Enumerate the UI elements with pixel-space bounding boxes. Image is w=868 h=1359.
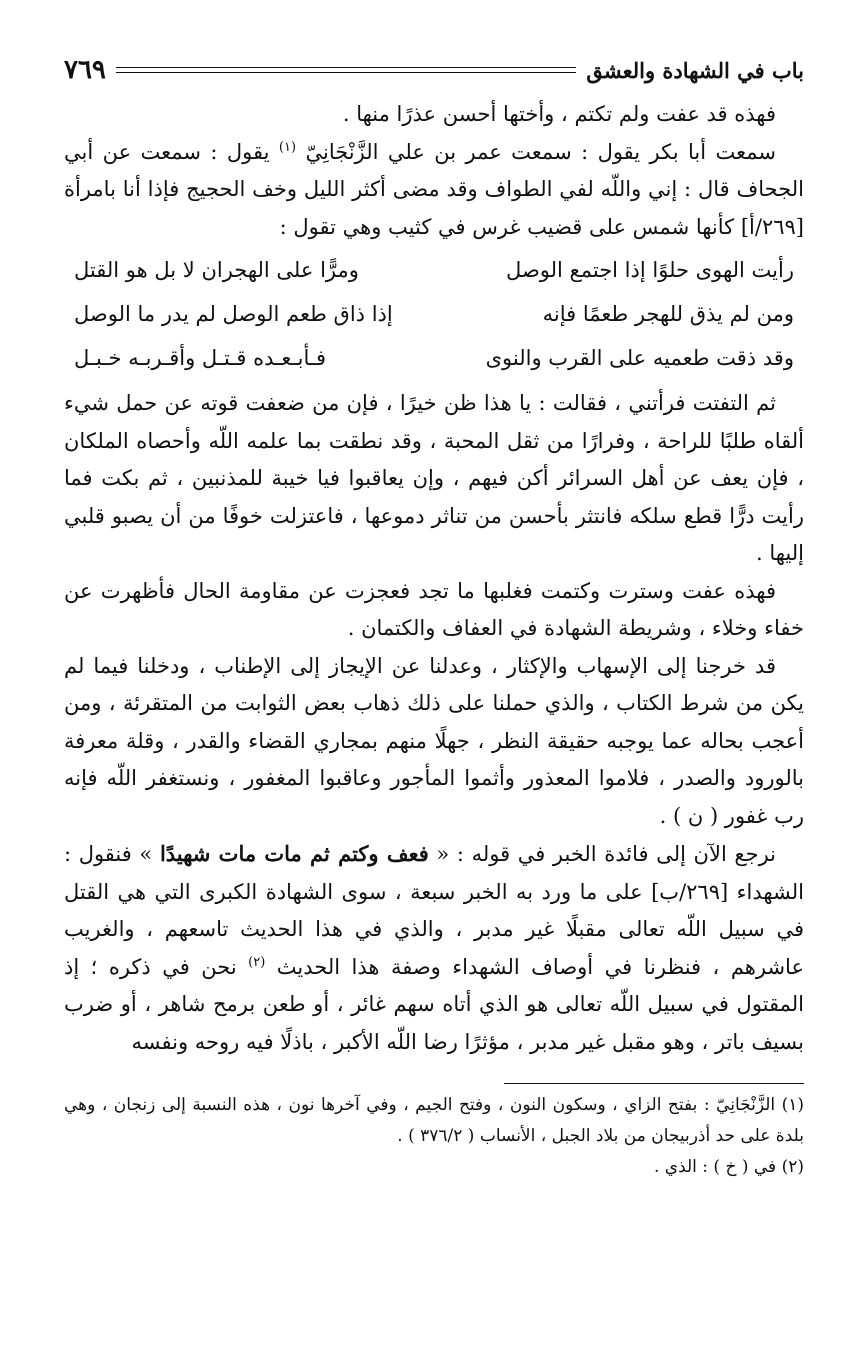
verse-1-first-hemistich: رأيت الهوى حلوًا إذا اجتمع الوصل: [506, 258, 794, 283]
verse-1-second-hemistich: ومرًّا على الهجران لا بل هو القتل: [74, 258, 359, 283]
footnote-ref-1[interactable]: (١): [278, 139, 297, 155]
verse-3-second-hemistich: فـأبـعـده قـتـل وأقـربـه خـبـل: [74, 346, 327, 371]
verse-2: [64, 293, 804, 337]
running-title: باب في الشهادة والعشق: [586, 57, 804, 83]
paragraph-6-part-c: نحن في ذكره ؛ إذ المقتول في سبيل اللّه تعالى هو الذي أتاه سهم غائر ، أو طعن برمح شاهر ، أو ضرب بسيف باتر ، وهو مقبل غير مدبر ، مؤثرًا رضا اللّه الأكبر ، باذلًا فيه روحه ونفسه: [64, 954, 804, 1054]
header-double-rule: [116, 67, 576, 73]
paragraph-3: ثم التفتت فرأتني ، فقالت : يا هذا ظن خيرًا ، فإن من ضعفت قوته عن حمل شيء ألقاه طلبًا للراحة ، وفرارًا من ثقل المحبة ، وقد نطقت بما علمه اللّه وأحصاه الملكان ، فإن يعف عن أهل السرائر أكن فيهم ، وإن يعاقبوا فيا خيبة للمذنبين ، ثم بكت فما رأيت درًّا قطع سلكه فانتثر بأحسن من تناثر دموعها ، فاعتزلت خوفًا من أن يصبو قلبي إليها .: [64, 391, 804, 565]
footnote-separator: [504, 1083, 804, 1084]
paragraph-2-part-b: يقول : سمعت عن أبي الجحاف قال : إني واللّه لفي الطواف وقد مضى أكثر الليل وخف الحجيج فإذا أنا بامرأة [٢٦٩/أ] كأنها شمس على قضيب غرس في كثيب وهي تقول :: [64, 139, 804, 239]
verse-3: [64, 337, 804, 381]
paragraph-1: فهذه قد عفت ولم تكتم ، وأختها أحسن عذرًا منها .: [342, 102, 776, 126]
footnote-ref-2[interactable]: (٢): [248, 954, 266, 970]
verse-3-first-hemistich: وقد ذقت طعميه على القرب والنوى: [485, 346, 794, 371]
paragraph-6-part-b: » فنقول : الشهداء [٢٦٩/ب] على ما ورد به الخبر سبعة ، سوى الشهادة الكبرى التي هي القتل في سبيل اللّه تعالى مقبلًا غير مدبر ، والذي في هذا الحديث تاسعهم ، والغريب عاشرهم ، فنظرنا في أوصاف الشهداء وصفة هذا الحديث: [64, 842, 805, 979]
paragraph-6-part-a: نرجع الآن إلى فائدة الخبر في قوله : «: [436, 842, 776, 866]
page-header: [64, 50, 804, 90]
hadith-quote: فعف وكتم ثم مات مات شهيدًا: [159, 841, 429, 866]
paragraph-4: فهذه عفت وسترت وكتمت فغلبها ما تجد فعجزت عن مقاومة الحال فأظهرت عن خفاء وخلاء ، وشريطة الشهادة في العفاف والكتمان .: [64, 578, 804, 640]
poem: [64, 249, 804, 381]
paragraph-2: [64, 134, 804, 247]
verse-2-second-hemistich: إذا ذاق طعم الوصل لم يدر ما الوصل: [74, 302, 393, 327]
paragraph-5: قد خرجنا إلى الإسهاب والإكثار ، وعدلنا عن الإيجاز إلى الإطناب ، ودخلنا فيما لم يكن من شرط الكتاب ، والذي حملنا على ذلك ذهاب بعض الثوابت من المتقرئة ، ومن أعجب بحاله عما يوجبه حقيقة النظر ، جهلًا منهم بمجاري القضاء والقدر ، وقلة معرفة بالورود والصدر ، فلاموا المعذور وأثموا المأجور وعاقبوا المغفور ، ونستغفر اللّه فإنه رب غفور ( ن ) .: [64, 653, 804, 828]
main-text: [64, 96, 804, 1061]
page-number: ٧٦٩: [64, 55, 106, 85]
verse-1: [64, 249, 804, 293]
paragraph-2-part-a: سمعت أبا بكر يقول : سمعت عمر بن علي الزَّنْجَانِيّ: [305, 139, 776, 164]
footnote-2: (٢) في ( خ ) : الذي .: [653, 1157, 804, 1177]
footnote-1: (١) الزَّنْجَانِيّ : بفتح الزاي ، وسكون النون ، وفتح الجيم ، وفي آخرها نون ، هذه النسبة إلى زنجان ، وهي بلدة على حد أذربيجان من بلاد الجبل ، الأنساب ( ٣٧٦/٢ ) .: [64, 1095, 804, 1146]
paragraph-6: [64, 835, 804, 1061]
footnotes: [64, 1090, 804, 1183]
verse-2-first-hemistich: ومن لم يذق للهجر طعمًا فإنه: [542, 302, 794, 327]
